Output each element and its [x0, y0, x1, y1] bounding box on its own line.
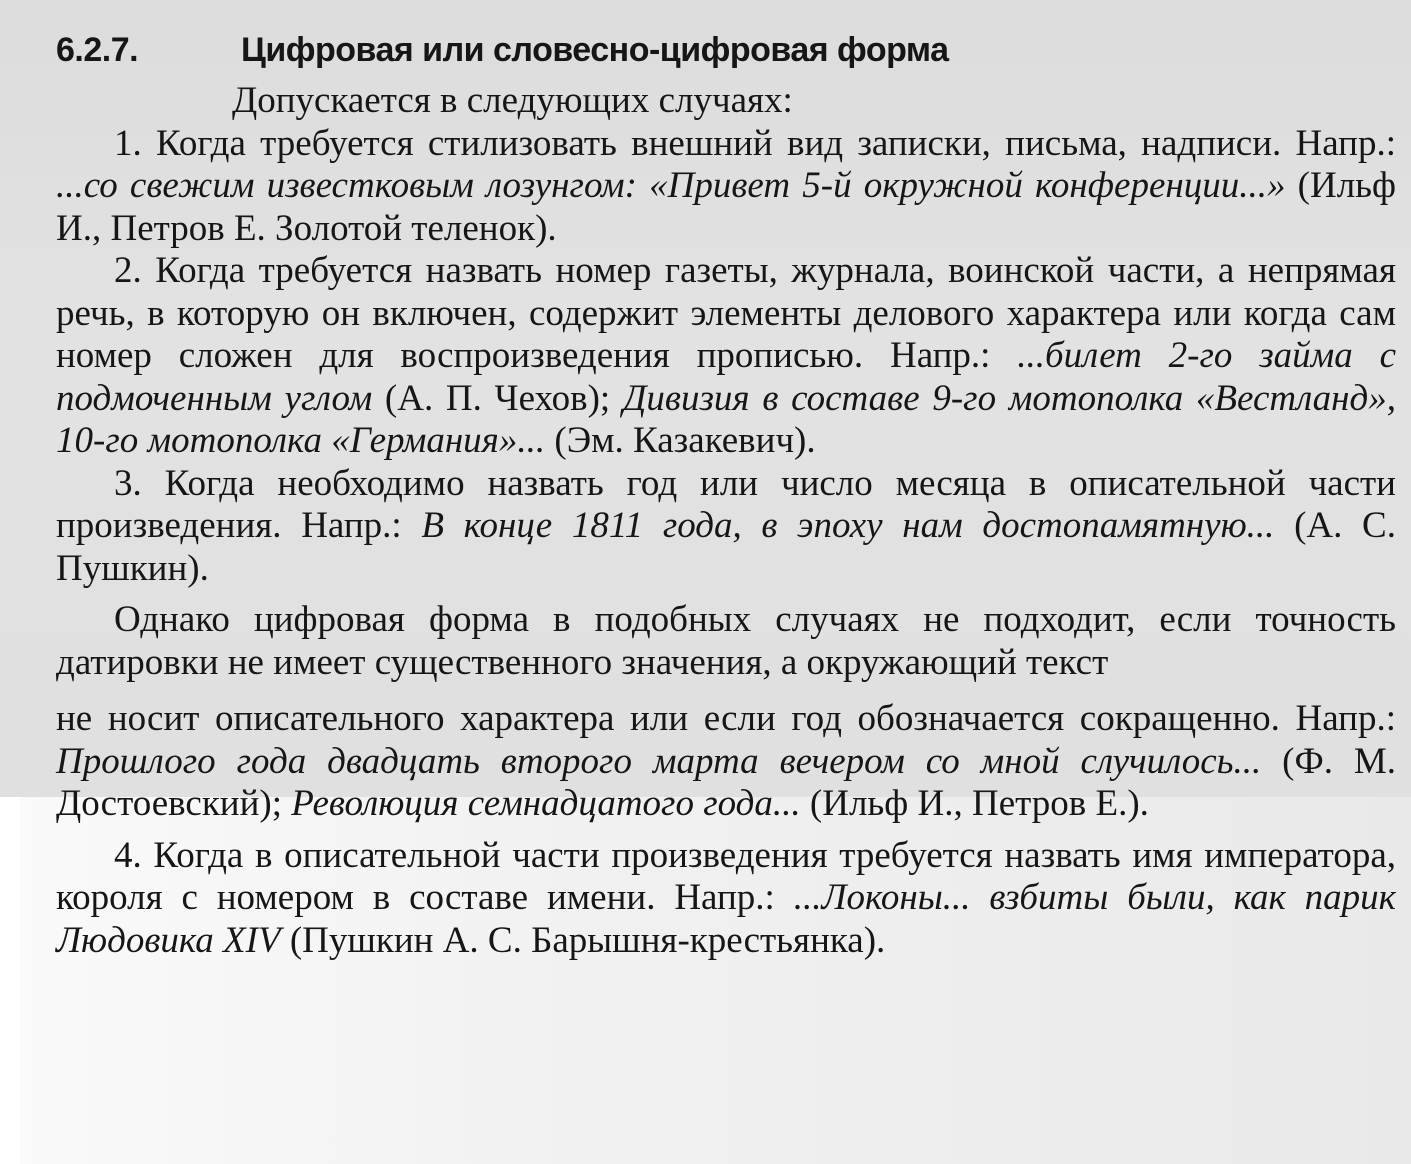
intro-paragraph: Допускается в следующих случаях: — [232, 80, 793, 121]
example-quote: Прошлого года двадцать второго марта вечером со мной случилось... — [56, 740, 1262, 782]
example-quote: Революция семнадцатого года... — [291, 783, 801, 824]
case-3-paragraph: 3. Когда необходимо назвать год или число месяца в описательной части произведения. Напр.: В конце 1811 года, в эпоху нам достопамятную... (А. С. Пушкин). — [56, 462, 1396, 589]
example-quote: ...билет 2-го займа с подмоченным углом — [56, 335, 1397, 419]
note-paragraph-bottom: не носит описательного характера или если год обозначается сокращенно. Напр.: Прошлого года двадцать второго марта вечером со мной случилось... (Ф. М. Достоевский); Революция семнадцатого года... (Ильф И., Петров Е.). — [56, 698, 1397, 824]
section-number: 6.2.7. — [56, 31, 139, 69]
section-title: Цифровая или словесно-цифровая форма — [241, 31, 949, 69]
section-heading — [56, 28, 1396, 80]
document-page — [56, 28, 1396, 962]
example-quote: Дивизия в составе 9-го мотополка «Вестланд», 10-го мотополка «Германия»... — [56, 377, 1397, 461]
note-paragraph-top: Однако цифровая форма в подобных случаях не подходит, если точность датировки не имеет существенного значения, а окружающий текст — [56, 599, 1396, 683]
scan-edge — [0, 797, 20, 1164]
case-1-paragraph: 1. Когда требуется стилизовать внешний вид записки, письма, надписи. Напр.: ...со свежим известковым лозунгом: «Привет 5-й окружной конференции...» (Ильф И., Петров Е. Золотой теленок). — [56, 122, 1397, 249]
example-quote: В конце 1811 года, в эпоху нам достопамятную... — [421, 505, 1275, 546]
example-quote: ...Локоны... взбиты были, как парик Людовика XIV — [56, 877, 1396, 961]
example-quote: ...со свежим известковым лозунгом: «Привет 5-й окружной конференции...» — [56, 165, 1286, 206]
case-4-paragraph: 4. Когда в описательной части произведения требуется назвать имя императора, короля с номером в составе имени. Напр.: ...Локоны... взбиты были, как парик Людовика XIV (Пушкин А. С. Барышня-крестьянка). — [56, 834, 1396, 961]
case-2-paragraph: 2. Когда требуется назвать номер газеты, журнала, воинской части, а непрямая речь, в которую он включен, содержит элементы делового характера или когда сам номер сложен для воспроизведения прописью. Напр.: ...билет 2-го займа с подмоченным углом (А. П. Чехов); Дивизия в составе 9-го мотополка «Вестланд», 10-го мотополка «Германия»... (Эм. Казакевич). — [56, 250, 1397, 461]
